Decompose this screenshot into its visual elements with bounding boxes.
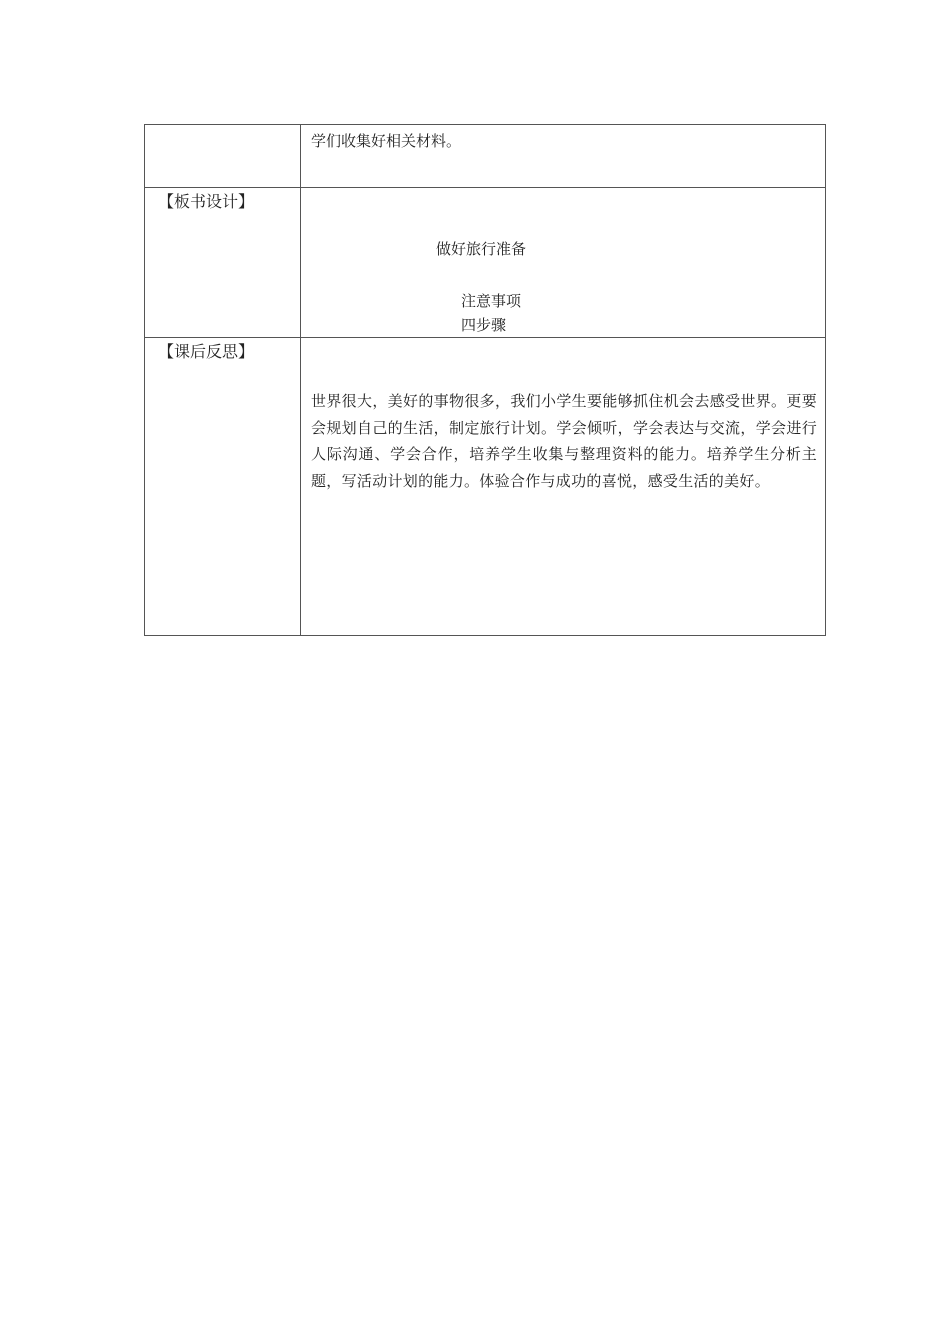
board-design [301, 188, 825, 337]
table-row [145, 188, 826, 338]
reflection-cell [301, 338, 826, 636]
board-item: 四步骤 [461, 316, 507, 334]
board-title: 做好旅行准备 [436, 240, 527, 258]
row-label-cell [145, 188, 301, 338]
lesson-plan-table [144, 124, 826, 636]
board-item: 注意事项 [461, 292, 522, 310]
board-design-cell [301, 188, 826, 338]
table-row [145, 338, 826, 636]
row-label-cell [145, 125, 301, 188]
table-row [145, 125, 826, 188]
row-content-cell [301, 125, 826, 188]
board-design-label: 【板书设计】 [158, 192, 255, 211]
materials-note: 学们收集好相关材料。 [311, 132, 462, 150]
reflection-text: 世界很大，美好的事物很多，我们小学生要能够抓住机会去感受世界。更要会规划自己的生活，制定旅行计划。学会倾听，学会表达与交流，学会进行人际沟通、学会合作，培养学生收集与整理资料的能力。培养学生分析主题，写活动计划的能力。体验合作与成功的喜悦，感受生活的美好。 [311, 392, 817, 490]
row-label [145, 125, 300, 127]
row-label-cell [145, 338, 301, 636]
reflection-label: 【课后反思】 [158, 342, 255, 361]
